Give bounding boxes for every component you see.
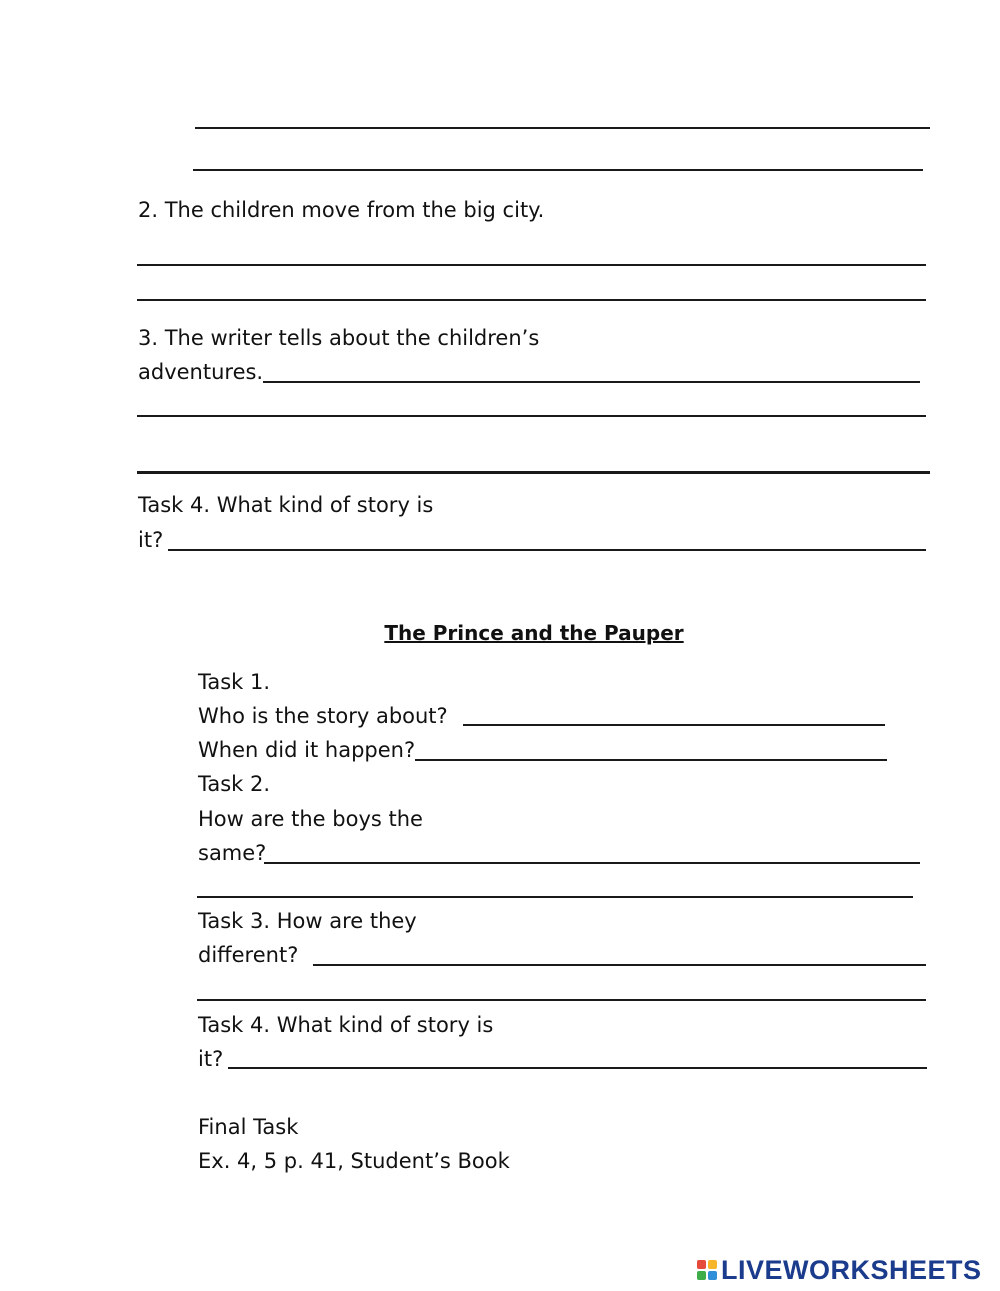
answer-line[interactable] xyxy=(137,299,926,301)
question-3: 3. The writer tells about the children’s xyxy=(138,326,540,350)
logo-square-green xyxy=(697,1271,706,1280)
logo-square-yellow xyxy=(708,1260,717,1269)
answer-line[interactable] xyxy=(264,862,920,864)
task-3-question: Task 3. How are they xyxy=(198,909,417,933)
answer-line[interactable] xyxy=(263,381,920,383)
task-4-question-continued: it? xyxy=(198,1047,224,1071)
answer-line[interactable] xyxy=(197,896,913,898)
logo-square-blue xyxy=(708,1271,717,1280)
final-task-heading: Final Task xyxy=(198,1115,299,1139)
answer-line[interactable] xyxy=(313,964,926,966)
answer-line[interactable] xyxy=(168,549,926,551)
task-4-question: Task 4. What kind of story is xyxy=(198,1013,494,1037)
task-2-question-continued: same? xyxy=(198,841,267,865)
answer-line[interactable] xyxy=(193,169,923,171)
section-title: The Prince and the Pauper xyxy=(384,621,684,645)
answer-line[interactable] xyxy=(228,1067,927,1069)
answer-line[interactable] xyxy=(137,471,930,474)
task-4-question-continued: it? xyxy=(138,528,164,552)
answer-line[interactable] xyxy=(195,127,930,129)
answer-line[interactable] xyxy=(137,415,926,417)
task-1-heading: Task 1. xyxy=(198,670,271,694)
task-3-question-continued: different? xyxy=(198,943,299,967)
task-4-question: Task 4. What kind of story is xyxy=(138,493,434,517)
task-1-question-when: When did it happen? xyxy=(198,738,416,762)
answer-line[interactable] xyxy=(137,264,926,266)
logo-square-red xyxy=(697,1260,706,1269)
question-2: 2. The children move from the big city. xyxy=(138,198,545,222)
question-3-continued: adventures. xyxy=(138,360,264,384)
answer-line[interactable] xyxy=(197,999,926,1001)
task-1-question-who: Who is the story about? xyxy=(198,704,448,728)
answer-line-when[interactable] xyxy=(415,759,887,761)
task-2-heading: Task 2. xyxy=(198,772,271,796)
liveworksheets-logo-icon xyxy=(697,1260,717,1280)
final-task-detail: Ex. 4, 5 p. 41, Student’s Book xyxy=(198,1149,510,1173)
answer-line-who[interactable] xyxy=(463,724,885,726)
liveworksheets-logo xyxy=(697,1252,982,1288)
task-2-question: How are the boys the xyxy=(198,807,423,831)
logo-text: LIVEWORKSHEETS xyxy=(721,1254,982,1285)
